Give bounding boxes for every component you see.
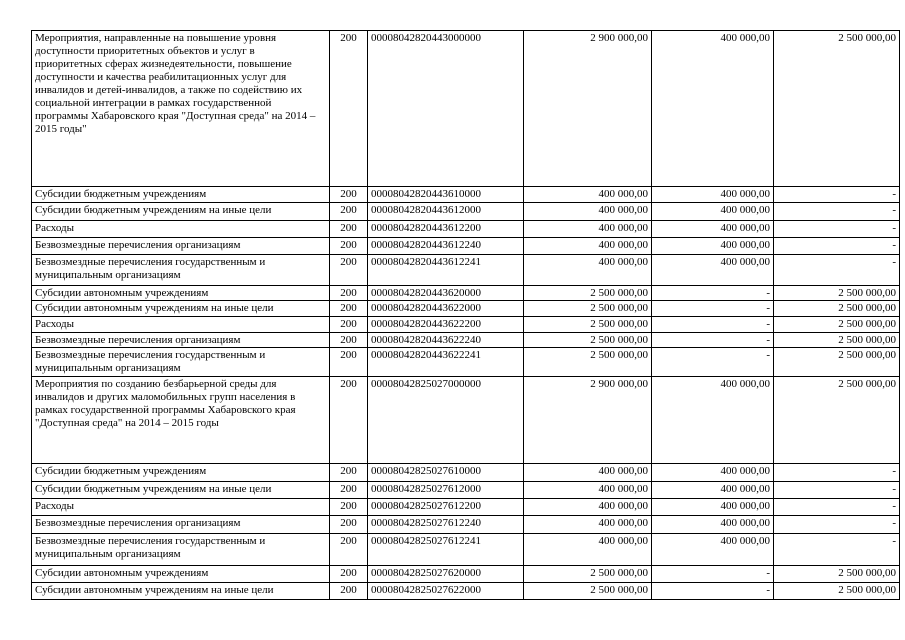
row-amount-3-cell: 2 500 000,00 — [774, 583, 900, 600]
table-row — [32, 187, 900, 203]
row-code-cell: 200 — [330, 187, 368, 203]
row-code-cell: 200 — [330, 534, 368, 566]
row-amount-3-cell: 2 500 000,00 — [774, 301, 900, 317]
table-row — [32, 499, 900, 516]
table-row — [32, 534, 900, 566]
row-amount-total-cell: 400 000,00 — [524, 464, 652, 482]
row-amount-3-cell: - — [774, 516, 900, 534]
row-kbk-cell: 00008042825027622000 — [368, 583, 524, 600]
row-kbk-cell: 00008042820443622240 — [368, 333, 524, 348]
row-amount-2-cell: 400 000,00 — [652, 482, 774, 499]
row-amount-3-cell: 2 500 000,00 — [774, 317, 900, 333]
table-row — [32, 301, 900, 317]
row-name-cell: Безвозмездные перечисления государственным и муниципальным организациям — [32, 255, 330, 286]
table-row — [32, 566, 900, 583]
table-row — [32, 203, 900, 221]
row-name-cell: Субсидии бюджетным учреждениям — [32, 464, 330, 482]
row-code-cell: 200 — [330, 238, 368, 255]
row-amount-3-cell: - — [774, 255, 900, 286]
row-amount-3-cell: 2 500 000,00 — [774, 348, 900, 377]
row-amount-3-cell: - — [774, 482, 900, 499]
row-amount-3-cell: - — [774, 499, 900, 516]
row-amount-3-cell: 2 500 000,00 — [774, 377, 900, 464]
row-code-cell: 200 — [330, 516, 368, 534]
row-amount-3-cell: 2 500 000,00 — [774, 333, 900, 348]
row-kbk-cell: 00008042820443622241 — [368, 348, 524, 377]
row-code-cell: 200 — [330, 286, 368, 301]
row-name-cell: Расходы — [32, 317, 330, 333]
row-amount-2-cell: 400 000,00 — [652, 464, 774, 482]
row-amount-2-cell: 400 000,00 — [652, 516, 774, 534]
row-name-cell: Мероприятия, направленные на повышение уровня доступности приоритетных объектов и услуг в приоритетных сферах жизнедеятельности, повышение доступности и качества реабилитационных услуг для инвалидов и детей-инвалидов, а также по содействию их социальной интеграции в рамках государственной программы Хабаровского края "Доступная среда" на 2014 – 2015 годы" — [32, 31, 330, 187]
row-kbk-cell: 00008042825027612200 — [368, 499, 524, 516]
row-name-cell: Субсидии бюджетным учреждениям — [32, 187, 330, 203]
row-amount-total-cell: 400 000,00 — [524, 534, 652, 566]
row-amount-2-cell: - — [652, 301, 774, 317]
row-kbk-cell: 00008042820443000000 — [368, 31, 524, 187]
row-code-cell: 200 — [330, 377, 368, 464]
row-amount-2-cell: - — [652, 317, 774, 333]
row-amount-total-cell: 400 000,00 — [524, 499, 652, 516]
row-amount-3-cell: 2 500 000,00 — [774, 286, 900, 301]
row-amount-total-cell: 2 500 000,00 — [524, 566, 652, 583]
row-code-cell: 200 — [330, 333, 368, 348]
row-name-cell: Безвозмездные перечисления организациям — [32, 516, 330, 534]
table-row — [32, 377, 900, 464]
row-amount-2-cell: - — [652, 348, 774, 377]
row-kbk-cell: 00008042820443612240 — [368, 238, 524, 255]
row-amount-2-cell: 400 000,00 — [652, 377, 774, 464]
table-row — [32, 255, 900, 286]
table-row — [32, 238, 900, 255]
row-amount-2-cell: 400 000,00 — [652, 31, 774, 187]
row-kbk-cell: 00008042820443620000 — [368, 286, 524, 301]
row-kbk-cell: 00008042820443622000 — [368, 301, 524, 317]
row-code-cell: 200 — [330, 255, 368, 286]
row-amount-total-cell: 400 000,00 — [524, 221, 652, 238]
table-row — [32, 482, 900, 499]
table-row — [32, 31, 900, 187]
row-amount-2-cell: 400 000,00 — [652, 238, 774, 255]
row-name-cell: Субсидии бюджетным учреждениям на иные цели — [32, 203, 330, 221]
row-amount-2-cell: 400 000,00 — [652, 187, 774, 203]
row-name-cell: Мероприятия по созданию безбарьерной среды для инвалидов и других маломобильных групп населения в рамках государственной программы Хабаровского края "Доступная среда" на 2014 – 2015 годы — [32, 377, 330, 464]
row-amount-total-cell: 2 500 000,00 — [524, 333, 652, 348]
row-kbk-cell: 00008042825027610000 — [368, 464, 524, 482]
row-amount-total-cell: 2 500 000,00 — [524, 317, 652, 333]
row-name-cell: Субсидии бюджетным учреждениям на иные цели — [32, 482, 330, 499]
table-row — [32, 317, 900, 333]
row-amount-total-cell: 2 500 000,00 — [524, 583, 652, 600]
row-amount-3-cell: - — [774, 464, 900, 482]
row-code-cell: 200 — [330, 583, 368, 600]
row-amount-total-cell: 400 000,00 — [524, 255, 652, 286]
row-amount-2-cell: 400 000,00 — [652, 221, 774, 238]
row-amount-2-cell: - — [652, 566, 774, 583]
row-code-cell: 200 — [330, 221, 368, 238]
row-name-cell: Субсидии автономным учреждениям на иные цели — [32, 301, 330, 317]
row-code-cell: 200 — [330, 348, 368, 377]
row-amount-total-cell: 2 500 000,00 — [524, 301, 652, 317]
row-amount-2-cell: - — [652, 583, 774, 600]
row-amount-total-cell: 2 900 000,00 — [524, 31, 652, 187]
row-amount-total-cell: 400 000,00 — [524, 238, 652, 255]
row-code-cell: 200 — [330, 301, 368, 317]
row-amount-total-cell: 2 500 000,00 — [524, 286, 652, 301]
row-code-cell: 200 — [330, 317, 368, 333]
row-name-cell: Безвозмездные перечисления организациям — [32, 238, 330, 255]
row-amount-2-cell: - — [652, 333, 774, 348]
row-amount-2-cell: 400 000,00 — [652, 203, 774, 221]
row-name-cell: Безвозмездные перечисления государственным и муниципальным организациям — [32, 348, 330, 377]
table-row — [32, 516, 900, 534]
row-amount-total-cell: 2 900 000,00 — [524, 377, 652, 464]
row-amount-3-cell: - — [774, 187, 900, 203]
row-kbk-cell: 00008042820443612241 — [368, 255, 524, 286]
row-code-cell: 200 — [330, 566, 368, 583]
table-row — [32, 348, 900, 377]
row-kbk-cell: 00008042820443622200 — [368, 317, 524, 333]
row-kbk-cell: 00008042825027612240 — [368, 516, 524, 534]
row-amount-3-cell: 2 500 000,00 — [774, 566, 900, 583]
row-code-cell: 200 — [330, 482, 368, 499]
row-name-cell: Безвозмездные перечисления организациям — [32, 333, 330, 348]
row-kbk-cell: 00008042825027620000 — [368, 566, 524, 583]
row-code-cell: 200 — [330, 203, 368, 221]
row-name-cell: Субсидии автономным учреждениям — [32, 566, 330, 583]
row-amount-3-cell: 2 500 000,00 — [774, 31, 900, 187]
row-amount-2-cell: 400 000,00 — [652, 534, 774, 566]
row-name-cell: Расходы — [32, 499, 330, 516]
row-kbk-cell: 00008042825027000000 — [368, 377, 524, 464]
table-row — [32, 464, 900, 482]
row-amount-total-cell: 400 000,00 — [524, 516, 652, 534]
row-kbk-cell: 00008042820443612000 — [368, 203, 524, 221]
table-row — [32, 333, 900, 348]
row-amount-2-cell: - — [652, 286, 774, 301]
row-name-cell: Безвозмездные перечисления государственным и муниципальным организациям — [32, 534, 330, 566]
row-kbk-cell: 00008042820443610000 — [368, 187, 524, 203]
table-row — [32, 286, 900, 301]
row-kbk-cell: 00008042825027612000 — [368, 482, 524, 499]
row-name-cell: Расходы — [32, 221, 330, 238]
row-amount-total-cell: 400 000,00 — [524, 187, 652, 203]
row-kbk-cell: 00008042825027612241 — [368, 534, 524, 566]
row-amount-total-cell: 400 000,00 — [524, 203, 652, 221]
row-amount-2-cell: 400 000,00 — [652, 499, 774, 516]
row-amount-3-cell: - — [774, 238, 900, 255]
row-amount-3-cell: - — [774, 534, 900, 566]
row-name-cell: Субсидии автономным учреждениям — [32, 286, 330, 301]
row-amount-2-cell: 400 000,00 — [652, 255, 774, 286]
budget-table — [31, 30, 900, 600]
row-amount-total-cell: 2 500 000,00 — [524, 348, 652, 377]
table-row — [32, 221, 900, 238]
row-code-cell: 200 — [330, 464, 368, 482]
table-row — [32, 583, 900, 600]
row-code-cell: 200 — [330, 499, 368, 516]
row-amount-3-cell: - — [774, 203, 900, 221]
row-code-cell: 200 — [330, 31, 368, 187]
row-amount-3-cell: - — [774, 221, 900, 238]
row-amount-total-cell: 400 000,00 — [524, 482, 652, 499]
row-name-cell: Субсидии автономным учреждениям на иные цели — [32, 583, 330, 600]
budget-table-body — [32, 31, 900, 600]
row-kbk-cell: 00008042820443612200 — [368, 221, 524, 238]
